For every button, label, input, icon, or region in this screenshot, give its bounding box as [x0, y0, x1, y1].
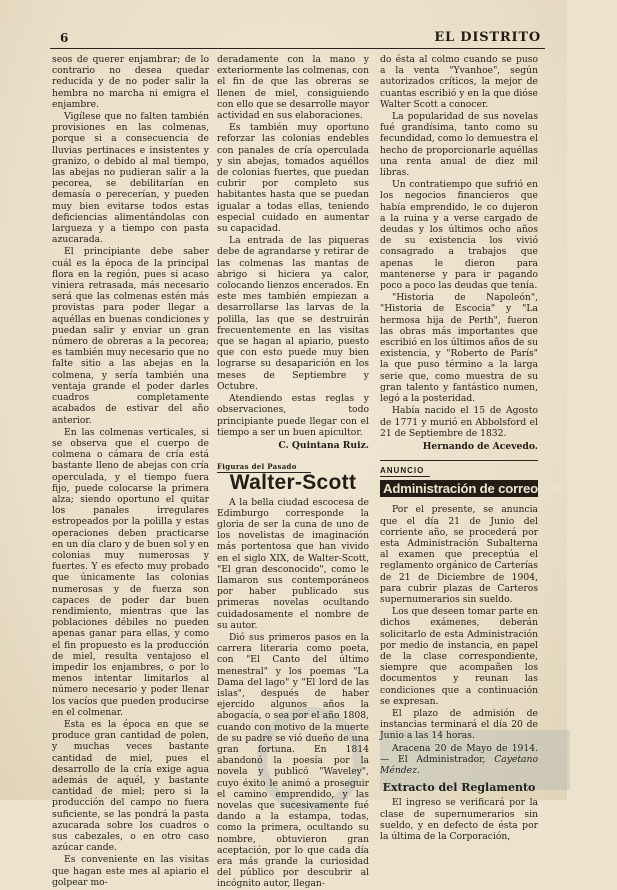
- divider: [380, 460, 538, 461]
- date-line: Aracena 20 de Mayo de 1914.— El Administrador,: [380, 742, 538, 765]
- paragraph: El principiante debe saber cuál es la época de la principal flora en la región, pues si acaso viniera retrasada, más necesario será que las colmenas estén más provistas para poder llegar a aquéllas en buenas condiciones y puedan salir y enviar un gran número de obreras a la pecorea; es también muy necesario que no falte sitio a las abejas en la colmena, y sería también una ventaja grande el poder darles cuadros completamente acabados de estivar del año anterior.: [52, 246, 209, 426]
- paragraph: Dió sus primeros pasos en la carrera literaria como poeta, con "El Canto del último menestral" y los poemas "La Dama del lago" y "El lord de las islas", después de haber ejercido algunos años la abogacía, o sea por el año 1808, cuando con motivo de la muerte de su padre se vió dueño de una gran fortuna. En 1814 abandonó la poesía por la novela y publicó "Waveley", cuyo éxito le animó a proseguir el camino emprendido, y las novelas que sucesivamente fué dando a la estampa, todas, como la primera, ocultando su nombre, obtuvieron gran aceptación, por lo que cada día era más grande la curiosidad del público por descubrir al incógnito autor, llegan-: [217, 631, 369, 890]
- paragraph: Es también muy oportuno reforzar las colonias endebles con panales de cría operculada y sin abejas, tomados aquéllos de colonias fuertes, que puedan cubrir por completo sus habitantes hasta que se puedan igualar a todas ellas, teniendo especial cuidado en aumentar su capacidad.: [217, 122, 369, 235]
- column-3: [380, 54, 617, 842]
- paragraph: El plazo de admisión de instancias terminará el día 20 de Junio a las 14 horas.: [380, 707, 538, 742]
- column-2: [217, 54, 369, 890]
- administrator-name: Cayetano Méndez.: [380, 753, 538, 776]
- paragraph: [380, 743, 538, 777]
- announcement-title: Administración de correos de Aracena: [380, 480, 538, 497]
- paragraph: Atendiendo estas reglas y observaciones, todo principiante puede llegar con el tiempo a ser un buen apicultor.: [217, 393, 369, 438]
- column-1: [52, 54, 209, 888]
- section-label: Figuras del Pasado: [217, 461, 311, 473]
- paragraph: En las colmenas verticales, si se observa que el cuerpo de colmena o cámara de cría está bastante lleno de abejas con cría operculada, y el tiempo fuera fijo, puede colocarse la primera alza; siendo oportuno el quitar los panales irregulares estropeados por la polilla y estas operaciones deben practicarse en un día claro y de buen sol y en colonias muy numerosas y fuertes. Y es efecto muy probado que únicamente las colonias numerosas y de fuerza son capaces de poder dar buen rendimiento, mientras que las poblaciones débiles no pueden apenas ganar para ellas, y como el fin propuesto es la producción de miel, resulta ventajoso el impedir los enjambres, o por lo menos intentar limitarlos al número necesario y poder llenar los vacíos que pueden producirse en el colmenar.: [52, 426, 209, 718]
- masthead: EL DISTRITO: [434, 30, 541, 45]
- paragraph: Un contratiempo que sufrió en los negocios financieros que había emprendido, le co dujeron a la ruina y a verse cargado de deudas y los últimos ocho años de su existencia los vivió consagrado a trabajos que apenas le dieron para mantenerse y para ir pagando poco a poco las deudas que tenía.: [380, 179, 538, 292]
- paragraph: Por el presente, se anuncia que el día 21 de Junio del corriente año, se procederá por esta Administración Subalterna al examen que preceptúa el reglamento orgánico de Carterías de 21 de Diciembre de 1904, para cubrir plazas de Carteros supernumerarios sin sueldo.: [380, 504, 538, 605]
- paragraph: Los que deseen tomar parte en dichos exámenes, deberán solicitarlo de esta Administración por medio de instancia, en papel de la clase correspondiente, siempre que acompañen los documentos y reunan las condiciones que a continuación se expresan.: [380, 606, 538, 707]
- article-title: Walter-Scott: [229, 471, 357, 495]
- paragraph: deradamente con la mano y exteriormente las colmenas, con el fin de que las obreras se llenen de miel, consiguiendo con ello que se desarrolle mayor actividad en sus elaboraciones.: [217, 54, 369, 122]
- paragraph: Esta es la época en que se produce gran cantidad de polen, y muchas veces bastante cantidad de miel, pues el desarrollo de la cría exige agua además de aquél, y bastante cantidad de miel; pero si la producción del campo no fuera suficiente, se las pondrá la pasta azucarada sobre los cuadros o sus cabezales, o en otro caso azúcar cande.: [52, 718, 209, 854]
- article-signature: C. Quintana Ruiz.: [278, 439, 369, 451]
- paragraph: El ingreso se verificará por la clase de supernumerarios sin sueldo, y en defecto de ésta por la última de la Corporación,: [380, 797, 538, 842]
- article-signature: Hernando de Acevedo.: [422, 440, 538, 452]
- paragraph: Vigílese que no falten también provisiones en las colmenas, porque si a consecuencia de lluvias pertinaces e insistentes y granizo, o debido al mal tiempo, las abejas no pudieran salir a la pecorea, se debilitarían en demasía o perecerían, y pueden muy bien evitarse todos estas deficiencias alimentándolas con largueza y a tiempo con pasta azucarada.: [52, 111, 209, 246]
- paragraph: Había nacido el 15 de Agosto de 1771 y murió en Abbolsford el 21 de Septiembre de 1832.: [380, 405, 538, 439]
- paragraph: seos de querer enjambrar; de lo contrario no desea quedar reducida y de no poder salir la hembra no marcha ni emigra el enjambre.: [52, 54, 209, 110]
- subheading: Extracto del Reglamento: [382, 781, 536, 795]
- section-label: ANUNCIO: [380, 465, 430, 477]
- paragraph: La entrada de las piqueras debe de agrandarse y retirar de las colmenas las mantas de abrigo si hiciera ya calor, colocando lienzos encerados. En este mes también empiezan a desarrollarse las larvas de la polilla, las que se destruirán frecuentemente en las visitas que se hagan al apiario, puesto que con esto puede muy bien lograrse su desaparición en los meses de Septiembre y Octubre.: [217, 235, 369, 392]
- page-header: [50, 30, 545, 49]
- paragraph: A la bella ciudad escocesa de Edimburgo corresponde la gloria de ser la cuna de uno de los novelistas de imaginación más portentosa que han vivido en el siglo XIX, de Walter-Scott, "El gran desconocido", como le llamaron sus contemporáneos por haber publicado sus primeras novelas ocultando cuidadosamente el nombre de su autor.: [217, 496, 369, 631]
- paragraph: La popularidad de sus novelas fué grandísima, tanto como su fecundidad, como lo demuestra el hecho de proporcionarle aquéllas una renta anual de diez mil libras.: [380, 111, 538, 179]
- paragraph: do ésta al colmo cuando se puso a la venta "Yvanhoe", según autorizados críticos, la mejor de cuantas escribió y en la que dióse Walter Scott a conocer.: [380, 54, 538, 110]
- paragraph: Es conveniente en las visitas que hagan este mes al apiario el golpear mo-: [52, 854, 209, 888]
- paragraph: "Historia de Napoleón", "Historia de Escocia" y "La hermosa hija de Perth", fueron las obras más importantes que escribió en los últimos años de su existencia, y "Roberto de París" la que puso término a la larga serie que, como muestra de su gran talento y fantástico numen, legó a la posteridad.: [380, 292, 538, 405]
- page-number: 6: [60, 31, 69, 45]
